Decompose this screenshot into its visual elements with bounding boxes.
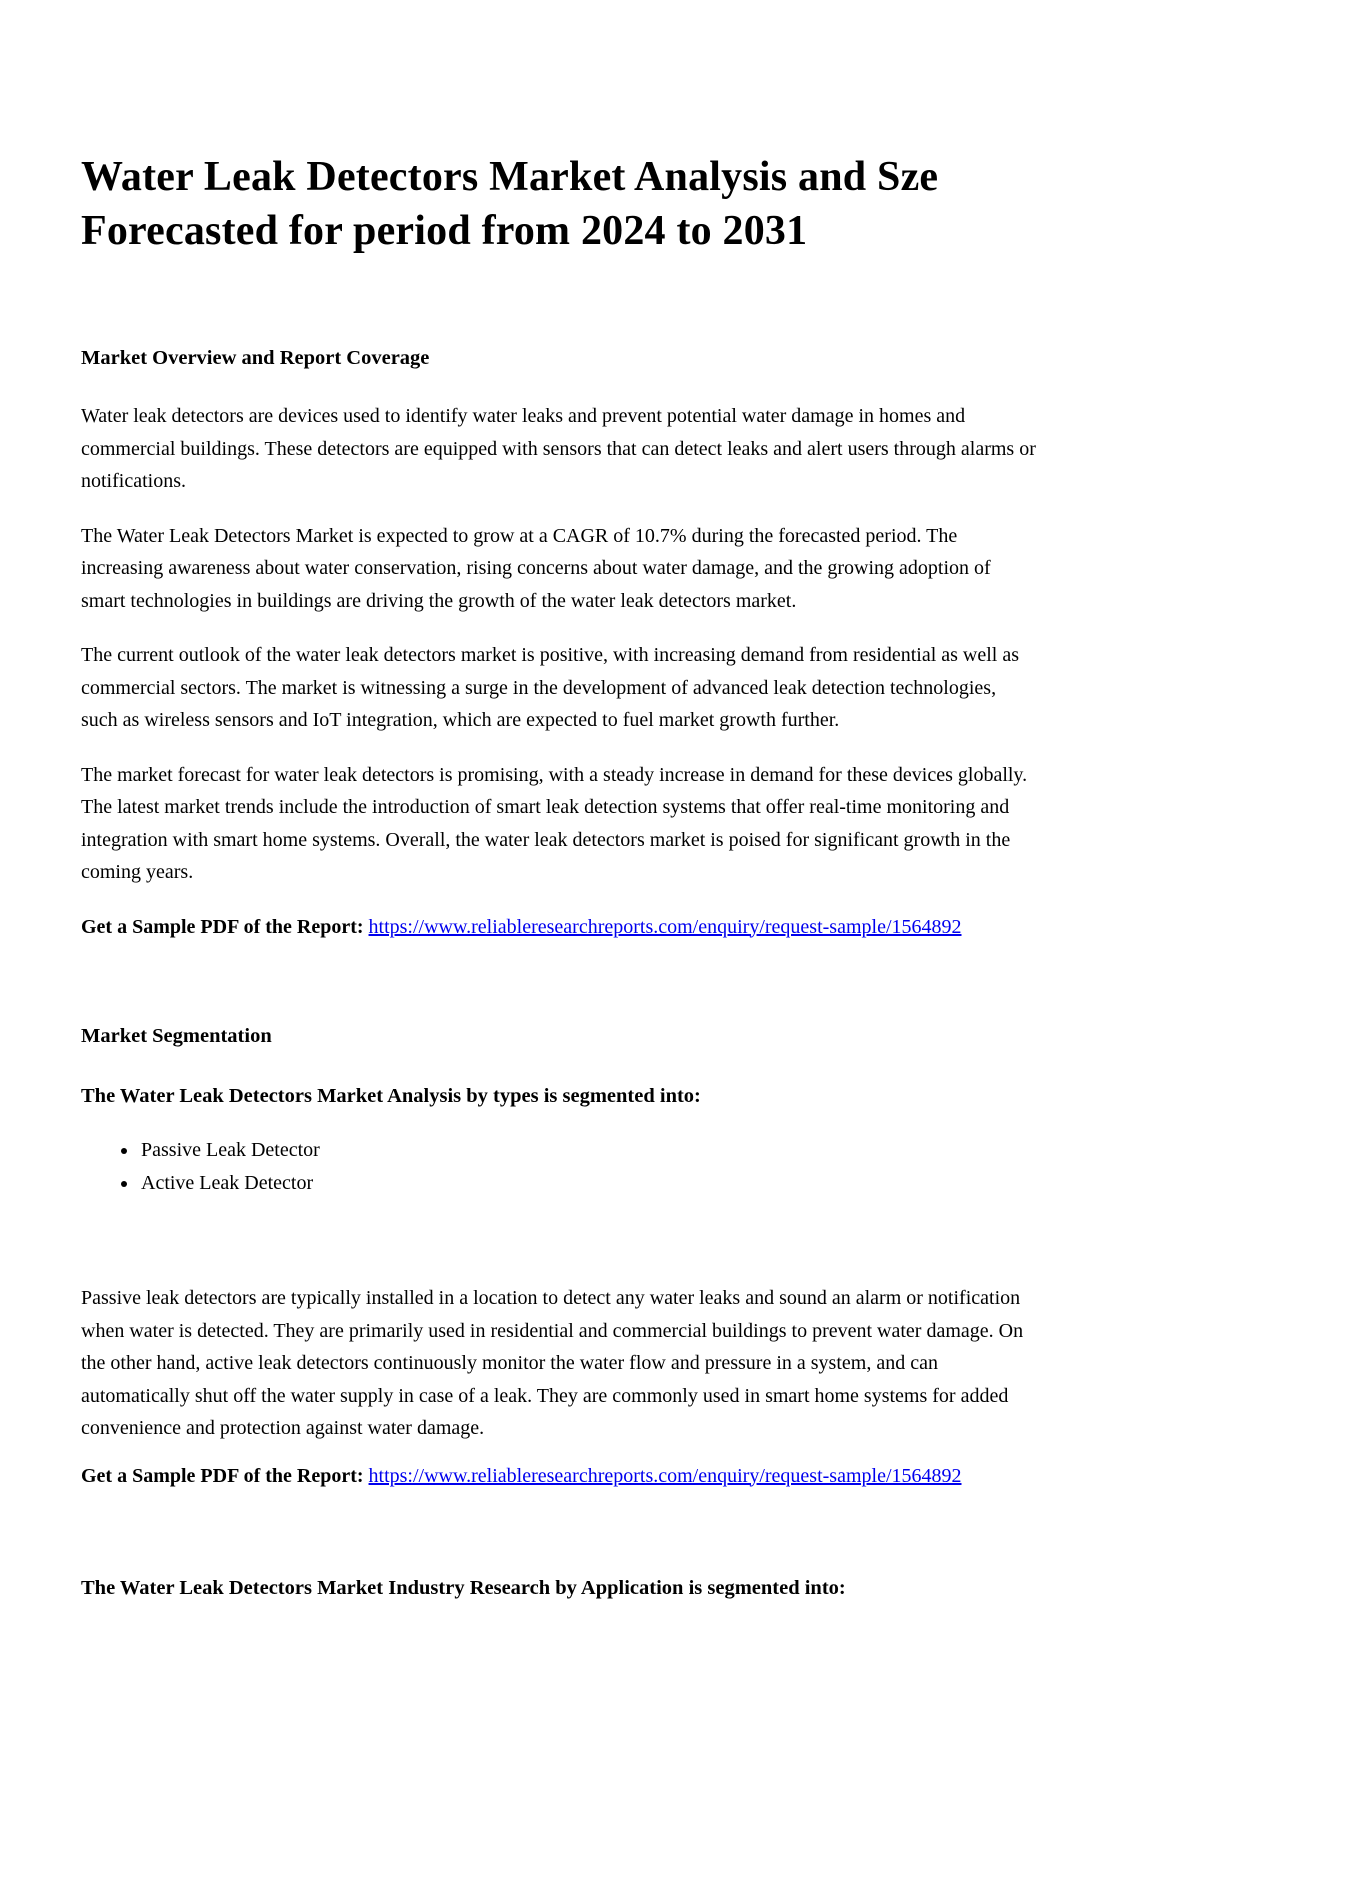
spacer [81, 1445, 1036, 1460]
spacer [81, 1199, 1036, 1282]
overview-paragraph-4: The market forecast for water leak detectors is promising, with a steady increase in demand for these devices globally. The latest market trends include the introduction of smart leak detection systems that offer real-time monitoring and integration with smart home systems. Overall, the water leak detectors market is poised for significant growth in the coming years. [81, 763, 1028, 883]
types-description-paragraph: Passive leak detectors are typically installed in a location to detect any water leaks and sound an alarm or notification when water is detected. They are primarily used in residential and commercial buildings to prevent water damage. On the other hand, active leak detectors continuously monitor the water flow and pressure in a system, and can automatically shut off the water supply in case of a leak. They are commonly used in smart home systems for added convenience and protection against water damage. [81, 1287, 1024, 1439]
spacer [81, 1492, 1036, 1572]
application-segmentation-heading: The Water Leak Detectors Market Industry Research by Application is segmented into: [81, 1577, 846, 1599]
overview-paragraph-3: The current outlook of the water leak detectors market is positive, with increasing demand from residential as well as commercial sectors. The market is witnessing a surge in the development of advanced leak detection technologies, such as wireless sensors and IoT integration, which are expected to fuel market growth further. [81, 644, 1020, 731]
overview-paragraph-2: The Water Leak Detectors Market is expected to grow at a CAGR of 10.7% during the forecasted period. The increasing awareness about water conservation, rising concerns about water damage, and the growing adoption of smart technologies in buildings are driving the growth of the water leak detectors market. [81, 524, 991, 612]
sample-report-line-2 [81, 1460, 1036, 1493]
sample-report-link[interactable]: https://www.reliableresearchreports.com/enquiry/request-sample/1564892 [368, 915, 962, 938]
sample-report-label: Get a Sample PDF of the Report: [81, 915, 364, 938]
types-list [81, 1134, 1036, 1199]
page-title: Water Leak Detectors Market Analysis and Sze Forecasted for period from 2024 to 2031 [81, 154, 939, 254]
sample-report-link[interactable]: https://www.reliableresearchreports.com/enquiry/request-sample/1564892 [368, 1464, 962, 1487]
overview-paragraph-1: Water leak detectors are devices used to identify water leaks and prevent potential water damage in homes and commercial buildings. These detectors are equipped with sensors that can detect leaks and alert users through alarms or notifications. [81, 405, 1036, 492]
sample-report-label: Get a Sample PDF of the Report: [81, 1464, 364, 1487]
types-segmentation-heading: The Water Leak Detectors Market Analysis by types is segmented into: [81, 1085, 701, 1107]
list-item-active-leak-detector: • Active Leak Detector [139, 1167, 1036, 1200]
sample-report-line-1 [81, 911, 1036, 944]
section-heading-market-overview: Market Overview and Report Coverage [81, 347, 430, 369]
list-item-passive-leak-detector: • Passive Leak Detector [139, 1134, 1036, 1167]
spacer [81, 943, 1036, 1020]
section-heading-market-segmentation: Market Segmentation [81, 1025, 272, 1047]
